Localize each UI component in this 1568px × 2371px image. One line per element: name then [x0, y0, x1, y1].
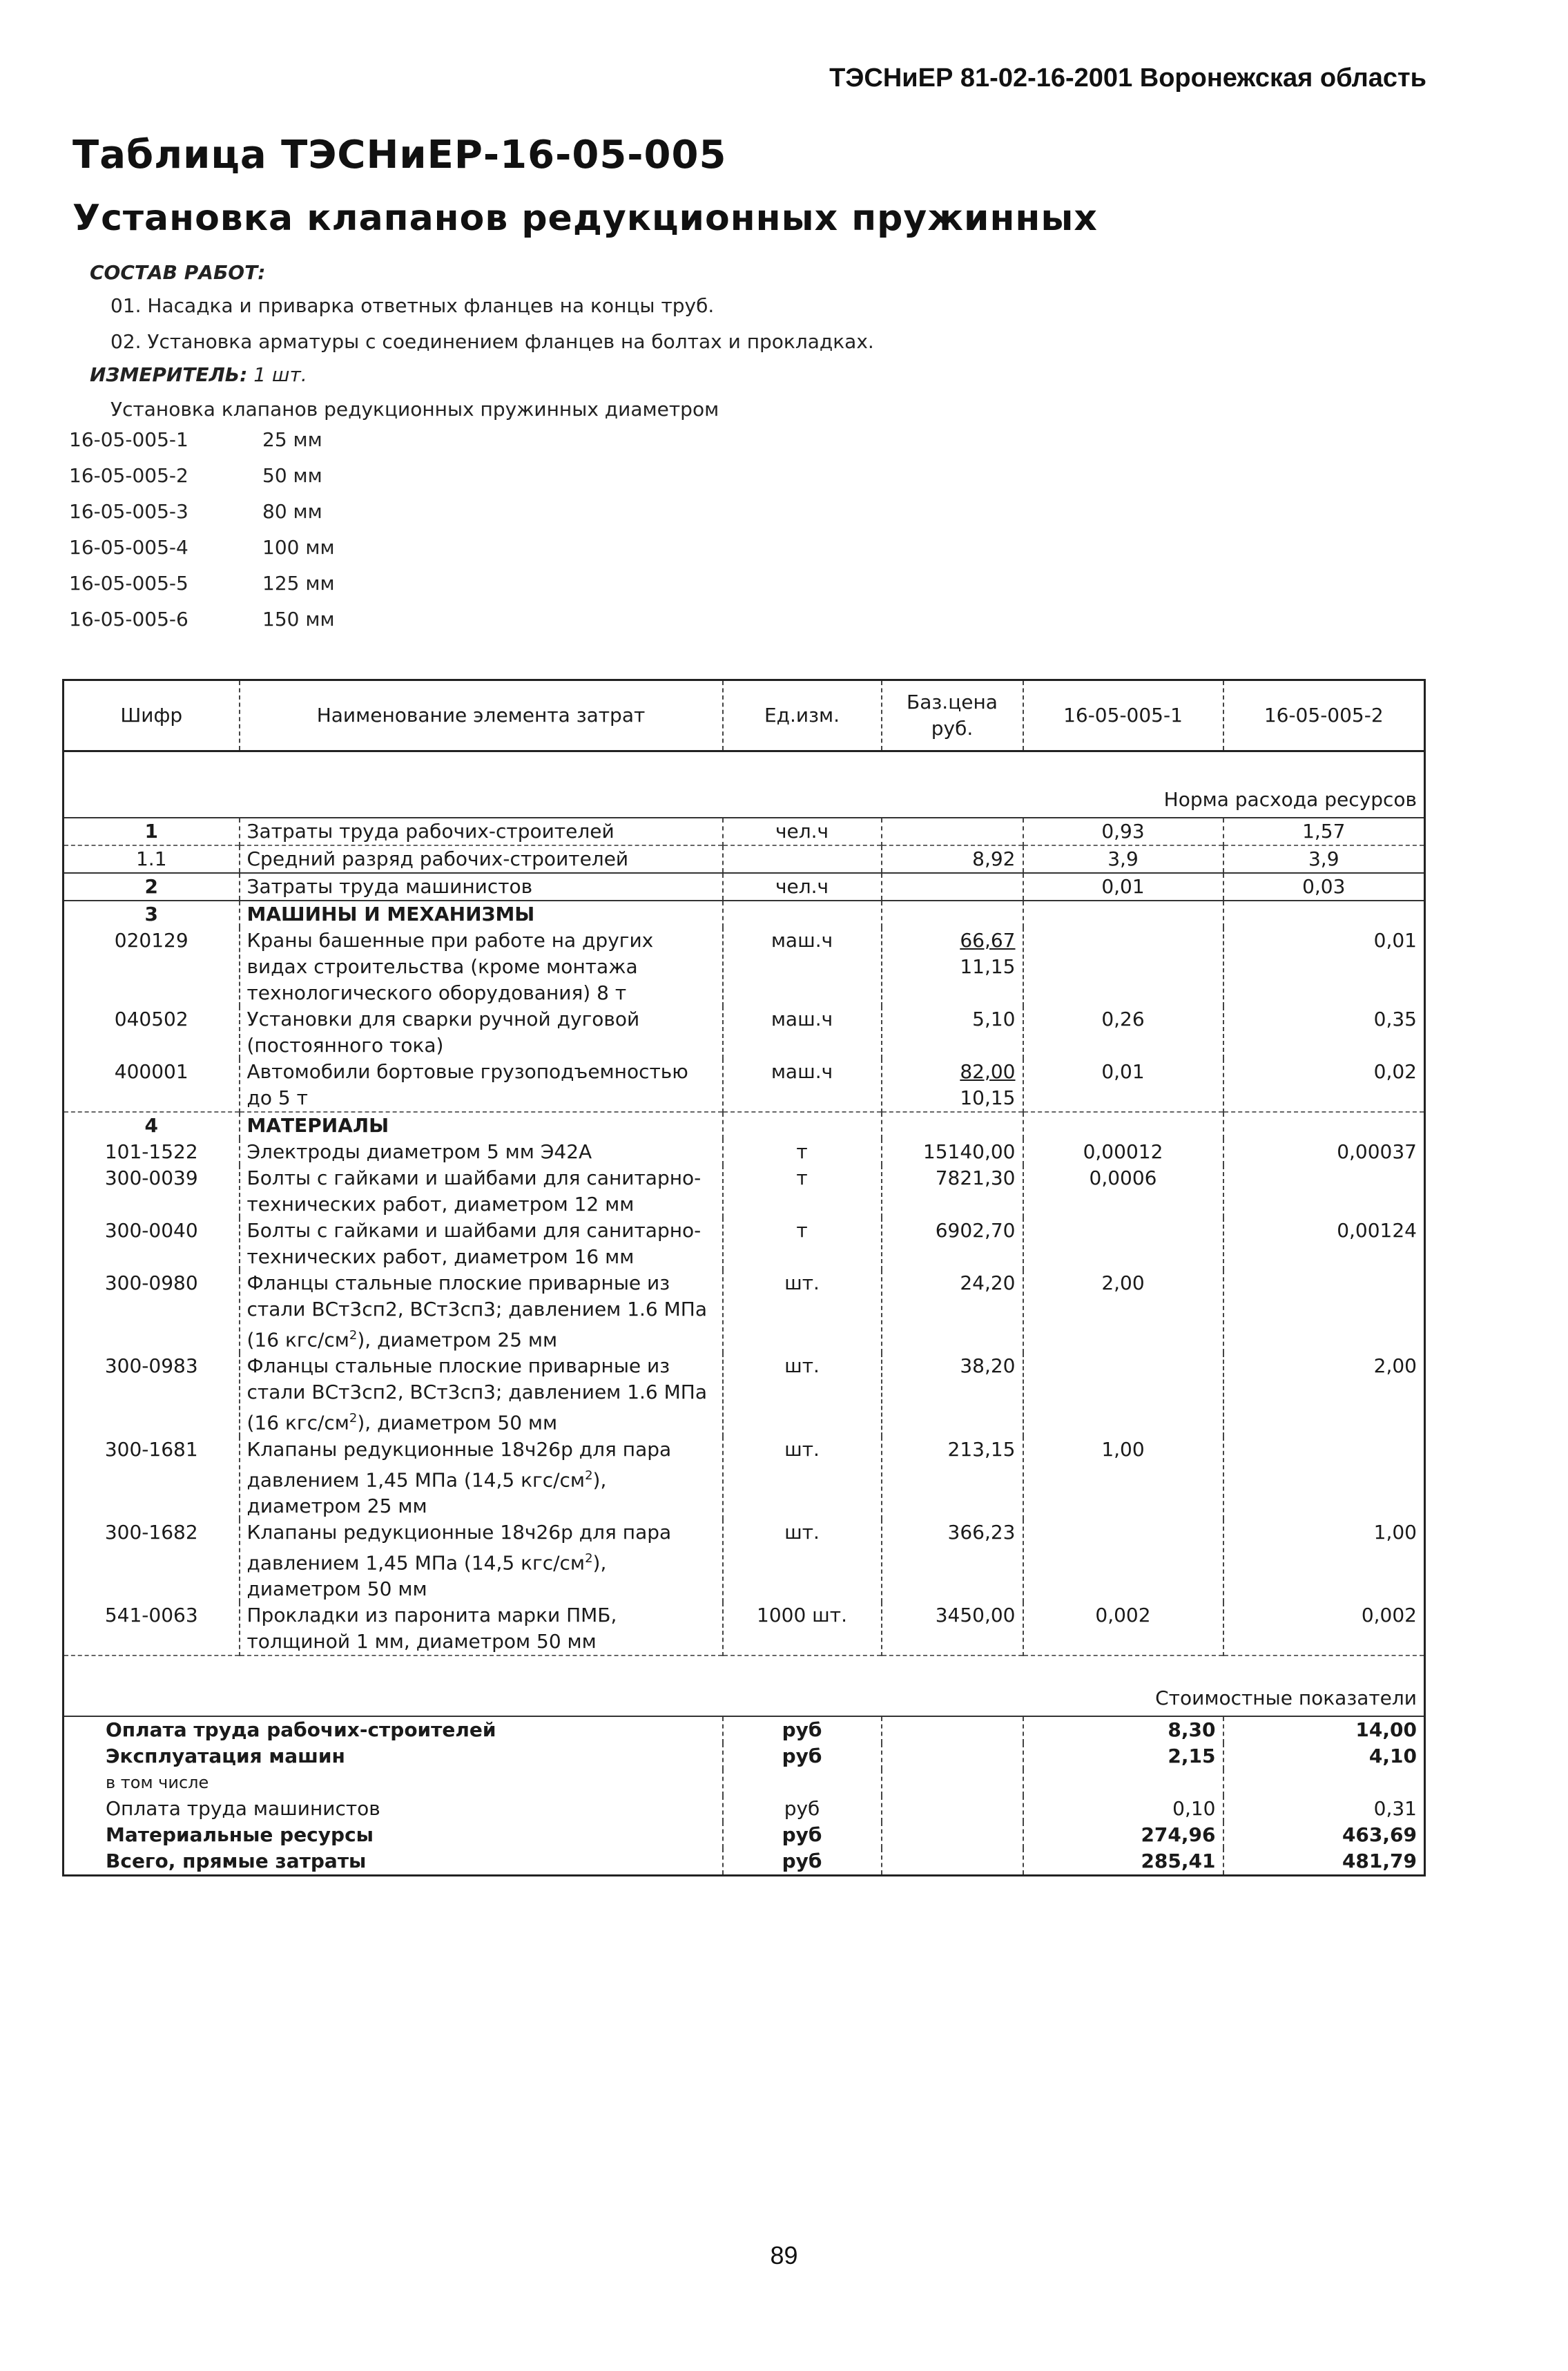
table-row — [64, 1006, 1425, 1059]
row-unit: т — [723, 1218, 882, 1270]
header-norm-1: 16-05-005-1 — [1023, 680, 1223, 751]
row-norm-2: 0,03 — [1223, 873, 1425, 901]
row-norm-2 — [1223, 1437, 1425, 1519]
row-norm-2: 0,01 — [1223, 928, 1425, 1006]
row-code: 300-0040 — [104, 1219, 198, 1242]
row-norm-2 — [1223, 1270, 1425, 1353]
codes-description: Установка клапанов редукционных пружинных диаметром — [110, 398, 719, 421]
table-row — [64, 1059, 1425, 1112]
row-price: 8,92 — [882, 845, 1023, 873]
summary-value-2: 4,10 — [1223, 1743, 1425, 1769]
row-name: Болты с гайками и шайбами для санитарно-технических работ, диаметром 12 мм — [240, 1165, 723, 1218]
superscript: 2 — [349, 1411, 358, 1426]
table-row — [64, 818, 1425, 845]
section-name: МАШИНЫ И МЕХАНИЗМЫ — [240, 901, 723, 928]
code-diameter: 125 мм — [262, 572, 335, 595]
code-item — [69, 572, 335, 608]
name-part: ), диаметром 50 мм — [246, 1551, 607, 1601]
norm-caption: Норма расхода ресурсов — [64, 751, 1425, 818]
summary-value-1: 285,41 — [1023, 1848, 1223, 1876]
row-unit: шт. — [723, 1270, 882, 1353]
row-name: Прокладки из паронита марки ПМБ, толщиной 1 мм, диаметром 50 мм — [240, 1602, 723, 1655]
header-norm-2: 16-05-005-2 — [1223, 680, 1425, 751]
header-price: Баз.цена руб. — [882, 680, 1023, 751]
row-price — [882, 873, 1023, 901]
code-list — [69, 428, 335, 644]
summary-value-1: 0,10 — [1023, 1796, 1223, 1822]
row-price: 7821,30 — [882, 1165, 1023, 1218]
code-id: 16-05-005-4 — [69, 536, 188, 559]
row-code: 300-1681 — [104, 1437, 198, 1461]
row-name: Автомобили бортовые грузоподъемностью до 5 т — [240, 1059, 723, 1112]
code-item — [69, 500, 335, 536]
cost-caption: Стоимостные показатели — [64, 1655, 1425, 1716]
name-part: Клапаны редукционные 18ч26р для пара давлением 1,45 МПа (14,5 кгс/см — [246, 1520, 672, 1575]
row-unit: маш.ч — [723, 928, 882, 1006]
summary-unit: руб — [723, 1848, 882, 1876]
table-row — [64, 1165, 1425, 1218]
row-norm-1: 1,00 — [1023, 1437, 1223, 1519]
norm-caption-row — [64, 751, 1425, 818]
superscript: 2 — [585, 1468, 593, 1483]
row-norm-2: 0,00037 — [1223, 1139, 1425, 1165]
row-name: Болты с гайками и шайбами для санитарно-технических работ, диаметром 16 мм — [240, 1218, 723, 1270]
row-norm-1 — [1023, 1353, 1223, 1436]
row-norm-1: 0,01 — [1023, 873, 1223, 901]
table-header-row — [64, 680, 1425, 751]
section-code: 4 — [144, 1114, 158, 1137]
header-code: Шифр — [64, 680, 240, 751]
table-row — [64, 1270, 1425, 1353]
price-wages: 10,15 — [960, 1086, 1016, 1109]
name-part: Фланцы стальные плоские приварные из стали ВСт3сп2, ВСт3сп3; давлением 1.6 МПа (16 кгс/см — [246, 1354, 707, 1434]
name-part: ), диаметром 50 мм — [357, 1411, 558, 1434]
summary-name: в том числе — [106, 1773, 209, 1793]
row-unit — [723, 845, 882, 873]
row-name: Установки для сварки ручной дуговой (постоянного тока) — [240, 1006, 723, 1059]
row-unit: шт. — [723, 1437, 882, 1519]
row-code: 101-1522 — [104, 1140, 198, 1163]
summary-name: Материальные ресурсы — [106, 1823, 374, 1847]
summary-unit: руб — [723, 1743, 882, 1769]
row-unit: маш.ч — [723, 1059, 882, 1112]
row-norm-2: 0,00124 — [1223, 1218, 1425, 1270]
row-norm-2: 0,35 — [1223, 1006, 1425, 1059]
code-item — [69, 464, 335, 500]
meter-value: 1 шт. — [253, 363, 307, 386]
summary-value-1: 274,96 — [1023, 1822, 1223, 1848]
table-row — [64, 873, 1425, 901]
summary-value-2: 0,31 — [1223, 1796, 1425, 1822]
summary-row — [64, 1848, 1425, 1876]
summary-row — [64, 1743, 1425, 1769]
summary-name: Оплата труда рабочих-строителей — [106, 1718, 496, 1742]
row-norm-1: 0,0006 — [1023, 1165, 1223, 1218]
row-norm-1 — [1023, 928, 1223, 1006]
row-norm-2: 3,9 — [1223, 845, 1425, 873]
summary-value-1: 2,15 — [1023, 1743, 1223, 1769]
code-diameter: 100 мм — [262, 536, 335, 559]
row-name: Затраты труда рабочих-строителей — [240, 818, 723, 845]
row-code: 300-0980 — [104, 1271, 198, 1294]
row-norm-1 — [1023, 1218, 1223, 1270]
code-diameter: 150 мм — [262, 608, 335, 631]
name-part: ), диаметром 25 мм — [246, 1468, 607, 1517]
row-name — [240, 1353, 723, 1436]
row-norm-1 — [1023, 1519, 1223, 1602]
section-name: МАТЕРИАЛЫ — [240, 1112, 723, 1139]
row-name: Средний разряд рабочих-строителей — [240, 845, 723, 873]
summary-name: Эксплуатация машин — [106, 1745, 345, 1768]
table-row — [64, 1139, 1425, 1165]
summary-unit: руб — [723, 1796, 882, 1822]
name-part: Клапаны редукционные 18ч26р для пара давлением 1,45 МПа (14,5 кгс/см — [246, 1437, 672, 1491]
meter-label: ИЗМЕРИТЕЛЬ: — [90, 363, 248, 386]
code-id: 16-05-005-2 — [69, 464, 188, 487]
row-code: 1.1 — [135, 847, 167, 870]
row-unit: чел.ч — [723, 873, 882, 901]
row-norm-2: 1,57 — [1223, 818, 1425, 845]
row-norm-1: 0,26 — [1023, 1006, 1223, 1059]
code-item — [69, 608, 335, 644]
header-unit: Ед.изм. — [723, 680, 882, 751]
meter-line — [90, 363, 307, 386]
code-diameter: 80 мм — [262, 500, 322, 523]
code-item — [69, 428, 335, 464]
row-unit: шт. — [723, 1353, 882, 1436]
row-code: 400001 — [114, 1060, 188, 1083]
code-item — [69, 536, 335, 572]
table-title: Таблица ТЭСНиЕР-16-05-005 — [72, 133, 727, 177]
row-code: 2 — [144, 875, 158, 898]
row-unit: т — [723, 1165, 882, 1218]
row-unit: шт. — [723, 1519, 882, 1602]
code-diameter: 50 мм — [262, 464, 322, 487]
row-code: 300-0983 — [104, 1354, 198, 1378]
summary-value-2: 14,00 — [1223, 1716, 1425, 1743]
code-diameter: 25 мм — [262, 428, 322, 451]
code-id: 16-05-005-6 — [69, 608, 188, 631]
summary-row — [64, 1822, 1425, 1848]
row-code: 040502 — [114, 1008, 188, 1030]
row-code: 1 — [144, 820, 158, 843]
work-item-2: 02. Установка арматуры с соединением фланцев на болтах и прокладках. — [110, 330, 874, 353]
name-part: ), диаметром 25 мм — [357, 1328, 558, 1352]
row-name — [240, 1519, 723, 1602]
superscript: 2 — [585, 1551, 593, 1566]
summary-row — [64, 1796, 1425, 1822]
row-norm-2: 2,00 — [1223, 1353, 1425, 1436]
summary-value-1: 8,30 — [1023, 1716, 1223, 1743]
row-price: 5,10 — [882, 1006, 1023, 1059]
row-price — [882, 1059, 1023, 1112]
code-id: 16-05-005-3 — [69, 500, 188, 523]
work-item-1: 01. Насадка и приварка ответных фланцев на концы труб. — [110, 294, 715, 317]
table-row — [64, 1353, 1425, 1436]
section-row — [64, 1112, 1425, 1139]
summary-row — [64, 1769, 1425, 1796]
table-row — [64, 1437, 1425, 1519]
resource-table — [62, 679, 1426, 1876]
row-norm-1: 0,002 — [1023, 1602, 1223, 1655]
summary-name: Оплата труда машинистов — [106, 1797, 380, 1821]
row-norm-1: 3,9 — [1023, 845, 1223, 873]
row-price: 6902,70 — [882, 1218, 1023, 1270]
row-name: Затраты труда машинистов — [240, 873, 723, 901]
row-code: 020129 — [114, 929, 188, 952]
document-header: ТЭСНиЕР 81-02-16-2001 Воронежская область — [829, 64, 1426, 93]
row-price: 38,20 — [882, 1353, 1023, 1436]
table-row — [64, 1519, 1425, 1602]
table-row — [64, 845, 1425, 873]
summary-unit: руб — [723, 1716, 882, 1743]
table-row — [64, 1602, 1425, 1655]
summary-unit: руб — [723, 1822, 882, 1848]
section-code: 3 — [144, 903, 158, 925]
row-norm-2: 0,002 — [1223, 1602, 1425, 1655]
row-name: Краны башенные при работе на других видах строительства (кроме монтажа технологического оборудования) 8 т — [240, 928, 723, 1006]
row-price: 213,15 — [882, 1437, 1023, 1519]
summary-name: Всего, прямые затраты — [106, 1850, 367, 1873]
row-norm-2 — [1223, 1165, 1425, 1218]
table-row — [64, 1218, 1425, 1270]
row-name — [240, 1270, 723, 1353]
row-norm-2: 0,02 — [1223, 1059, 1425, 1112]
row-unit: 1000 шт. — [723, 1602, 882, 1655]
price-machine: 82,00 — [960, 1060, 1016, 1083]
row-unit: т — [723, 1139, 882, 1165]
row-unit: чел.ч — [723, 818, 882, 845]
summary-row — [64, 1716, 1425, 1743]
summary-value-2: 463,69 — [1223, 1822, 1425, 1848]
price-machine: 66,67 — [960, 929, 1016, 952]
row-norm-1: 0,01 — [1023, 1059, 1223, 1112]
cost-caption-row — [64, 1655, 1425, 1716]
row-unit: маш.ч — [723, 1006, 882, 1059]
row-norm-1: 0,00012 — [1023, 1139, 1223, 1165]
row-code: 300-0039 — [104, 1167, 198, 1189]
row-norm-1: 2,00 — [1023, 1270, 1223, 1353]
summary-value-2: 481,79 — [1223, 1848, 1425, 1876]
row-price — [882, 818, 1023, 845]
code-id: 16-05-005-5 — [69, 572, 188, 595]
section-row — [64, 901, 1425, 928]
page-number: 89 — [770, 2241, 798, 2269]
row-norm-1: 0,93 — [1023, 818, 1223, 845]
row-price — [882, 928, 1023, 1006]
table-row — [64, 928, 1425, 1006]
superscript: 2 — [349, 1328, 358, 1343]
row-price: 24,20 — [882, 1270, 1023, 1353]
name-part: Фланцы стальные плоские приварные из стали ВСт3сп2, ВСт3сп3; давлением 1.6 МПа (16 кгс/см — [246, 1271, 707, 1352]
row-code: 300-1682 — [104, 1520, 198, 1544]
row-name: Электроды диаметром 5 мм Э42А — [240, 1139, 723, 1165]
row-price: 366,23 — [882, 1519, 1023, 1602]
price-wages: 11,15 — [960, 955, 1016, 978]
code-id: 16-05-005-1 — [69, 428, 188, 451]
row-name — [240, 1437, 723, 1519]
row-code: 541-0063 — [104, 1604, 198, 1627]
header-name: Наименование элемента затрат — [240, 680, 723, 751]
work-composition-label: СОСТАВ РАБОТ: — [90, 261, 266, 284]
table-subtitle: Установка клапанов редукционных пружинных — [72, 198, 1098, 239]
row-price: 3450,00 — [882, 1602, 1023, 1655]
row-norm-2: 1,00 — [1223, 1519, 1425, 1602]
row-price: 15140,00 — [882, 1139, 1023, 1165]
